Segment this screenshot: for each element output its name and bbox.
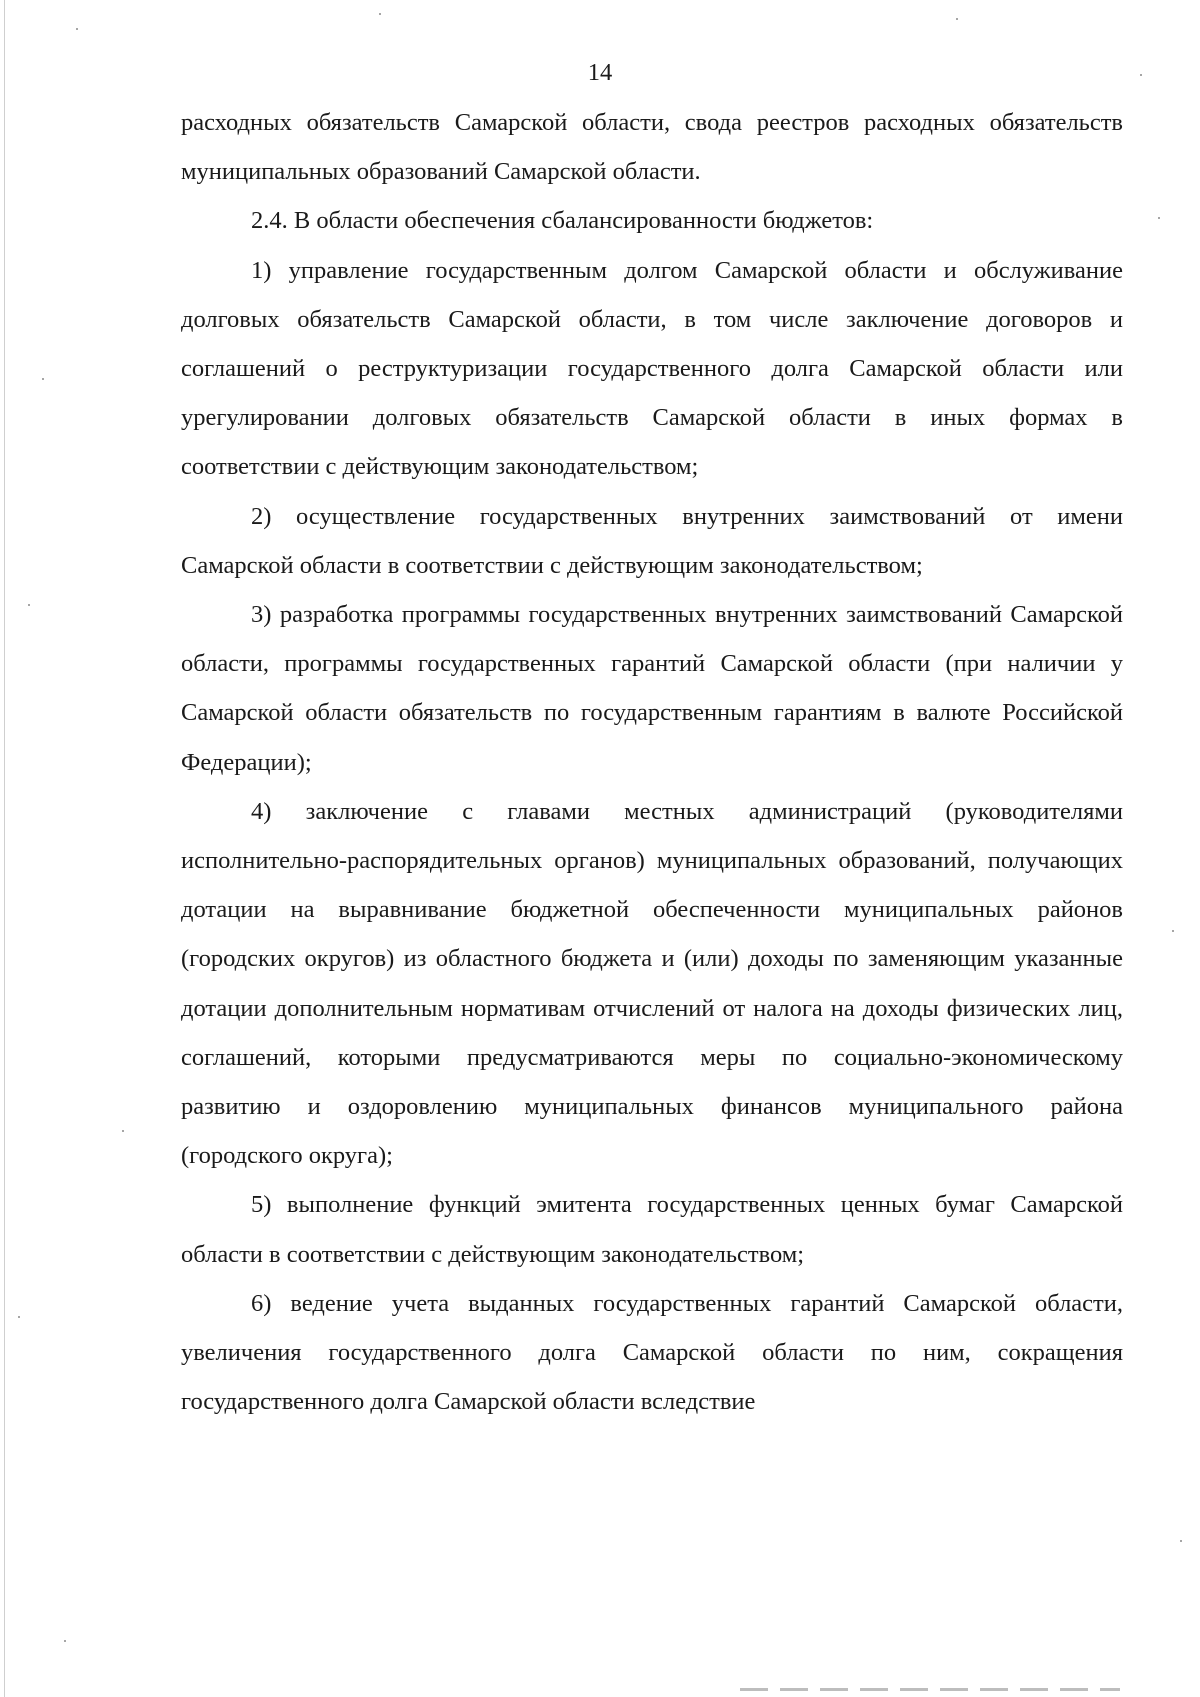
scan-speck <box>76 28 78 30</box>
scan-speck <box>1140 74 1142 76</box>
scan-speck <box>379 13 381 15</box>
page-number: 14 <box>587 59 613 86</box>
list-item-4: 4) заключение с главами местных администраций (руководителями исполнительно-распорядительных органов) муниципальных образований, получающих дотации на выравнивание бюджетной обеспеченности муниципальных районов (городских округов) из областного бюджета и (или) доходы по заменяющим указанные дотации дополнительным нормативам отчислений от налога на доходы физических лиц, соглашений, которыми предусматриваются меры по социально-экономическому развитию и оздоровлению муниципальных финансов муниципального района (городского округа); <box>181 797 1123 1170</box>
scan-speck <box>1180 1540 1182 1542</box>
scan-speck <box>28 604 30 606</box>
scan-bottom-artifact <box>740 1688 1120 1691</box>
scan-speck <box>1172 930 1174 932</box>
document-body <box>181 98 1123 1426</box>
list-item-5: 5) выполнение функций эмитента государственных ценных бумаг Самарской области в соответствии с действующим законодательством; <box>181 1191 1123 1268</box>
scan-speck <box>122 1130 124 1132</box>
scan-speck <box>956 18 958 20</box>
list-item-1: 1) управление государственным долгом Самарской области и обслуживание долговых обязательств Самарской области, в том числе заключение договоров и соглашений о реструктуризации государственного долга Самарской области или урегулировании долговых обязательств Самарской области в иных формах в соответствии с действующим законодательством; <box>181 256 1123 481</box>
scan-page-edge <box>4 0 5 1697</box>
list-item-6: 6) ведение учета выданных государственных гарантий Самарской области, увеличения государственного долга Самарской области по ним, сокращения государственного долга Самарской области вследствие <box>181 1289 1123 1416</box>
scan-speck <box>18 1316 20 1318</box>
section-heading-2-4: 2.4. В области обеспечения сбалансированности бюджетов: <box>251 207 874 235</box>
list-item-3: 3) разработка программы государственных внутренних заимствований Самарской области, программы государственных гарантий Самарской области (при наличии у Самарской области обязательств по государственным гарантиям в валюте Российской Федерации); <box>181 601 1123 776</box>
scan-speck <box>64 1640 66 1642</box>
paragraph-continuation: расходных обязательств Самарской области, свода реестров расходных обязательств муниципальных образований Самарской области. <box>181 109 1123 186</box>
scan-speck <box>42 378 44 380</box>
list-item-2: 2) осуществление государственных внутренних заимствований от имени Самарской области в соответствии с действующим законодательством; <box>181 502 1123 579</box>
scan-speck <box>1158 217 1160 219</box>
